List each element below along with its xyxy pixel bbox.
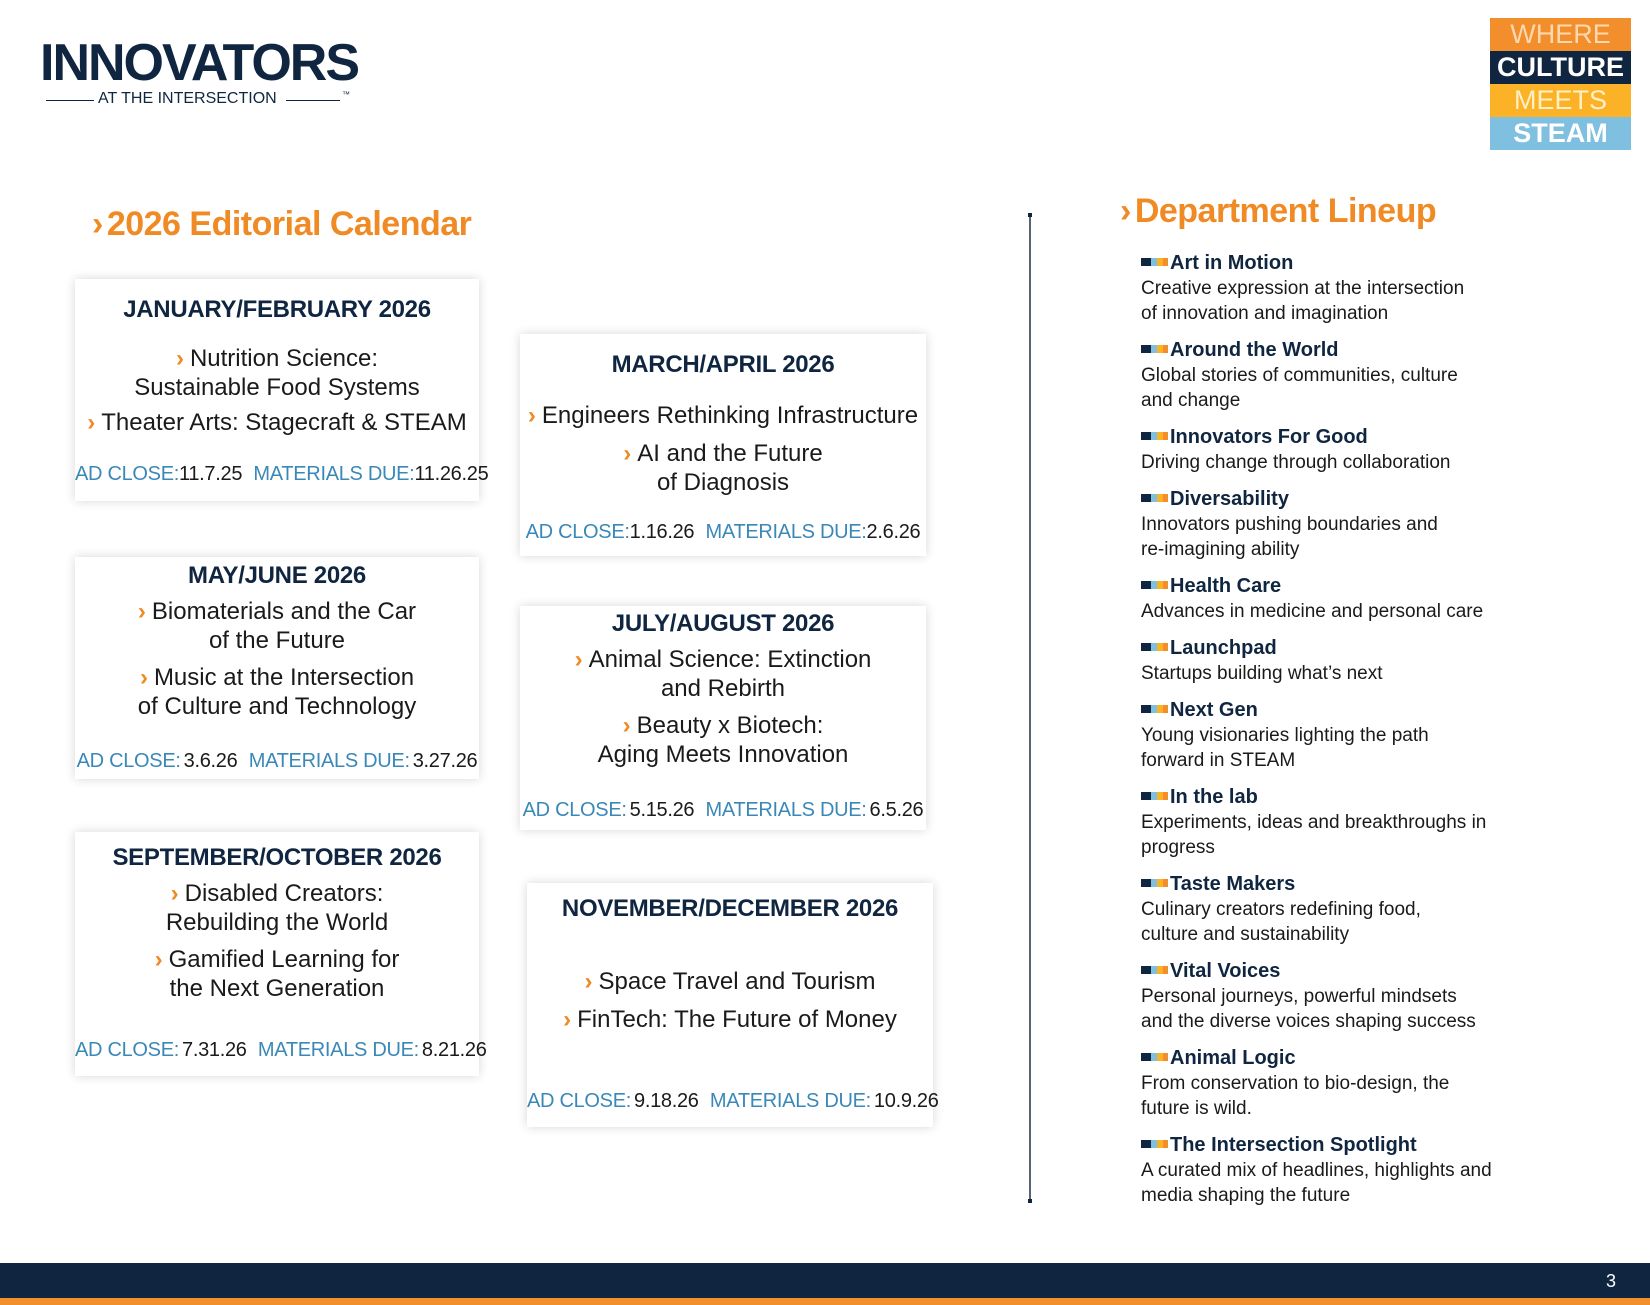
chevron-right-icon: › bbox=[527, 402, 536, 429]
chevron-right-icon: › bbox=[137, 598, 146, 625]
ad-close-date: 3.6.26 bbox=[183, 750, 238, 772]
color-bars-icon bbox=[1141, 643, 1168, 651]
department-item bbox=[1141, 784, 1521, 860]
issue-deadlines bbox=[75, 750, 479, 773]
department-description: Experiments, ideas and breakthroughs in bbox=[1141, 812, 1487, 833]
materials-due-label: MATERIALS DUE: bbox=[705, 799, 867, 821]
chevron-right-icon: › bbox=[175, 345, 184, 372]
badge-culture: CULTURE bbox=[1490, 51, 1631, 84]
ad-close-date: 11.7.25 bbox=[179, 463, 243, 485]
materials-due-label: MATERIALS DUE: bbox=[253, 463, 415, 485]
department-name: In the lab bbox=[1170, 786, 1258, 808]
logo bbox=[40, 34, 360, 110]
issue-card-jul-aug bbox=[520, 606, 926, 830]
topic: › Biomaterials and the Car bbox=[137, 598, 417, 625]
department-item bbox=[1141, 1045, 1521, 1121]
issue-deadlines bbox=[520, 799, 926, 822]
department-list bbox=[1141, 250, 1521, 1219]
logo-wordmark: INNOVATORS bbox=[40, 34, 359, 92]
badge-meets: MEETS bbox=[1490, 84, 1631, 117]
materials-due-date: 11.26.25 bbox=[414, 463, 489, 485]
department-description: Creative expression at the intersection bbox=[1141, 278, 1465, 299]
department-description-continued: media shaping the future bbox=[1141, 1185, 1351, 1206]
topic: › Space Travel and Tourism bbox=[584, 968, 876, 995]
department-description: Young visionaries lighting the path bbox=[1141, 725, 1429, 746]
topic-continued: and Rebirth bbox=[660, 675, 786, 702]
color-bars-icon bbox=[1141, 432, 1168, 440]
ad-close-date: 5.15.26 bbox=[629, 799, 695, 821]
materials-due-label: MATERIALS DUE: bbox=[709, 1090, 871, 1112]
materials-due-date: 3.27.26 bbox=[412, 750, 478, 772]
topic: › Gamified Learning for bbox=[154, 946, 400, 973]
color-bars-icon bbox=[1141, 966, 1168, 974]
issue-topics bbox=[75, 597, 479, 721]
issue-deadlines bbox=[75, 1039, 487, 1062]
color-bars-icon bbox=[1141, 1053, 1168, 1061]
topic-continued: of the Future bbox=[208, 627, 346, 654]
materials-due-label: MATERIALS DUE: bbox=[248, 750, 410, 772]
issue-topics bbox=[75, 879, 479, 1003]
topic-continued: the Next Generation bbox=[169, 975, 385, 1002]
department-description-continued: progress bbox=[1141, 837, 1215, 858]
department-item bbox=[1141, 635, 1521, 686]
department-item bbox=[1141, 250, 1521, 326]
department-description-continued: of innovation and imagination bbox=[1141, 303, 1389, 324]
materials-due-date: 6.5.26 bbox=[869, 799, 924, 821]
color-bars-icon bbox=[1141, 494, 1168, 502]
department-name: Animal Logic bbox=[1170, 1047, 1296, 1069]
department-description: Advances in medicine and personal care bbox=[1141, 601, 1484, 622]
topic: › Disabled Creators: bbox=[170, 880, 384, 907]
issue-card-jan-feb bbox=[75, 279, 489, 501]
materials-due-date: 2.6.26 bbox=[866, 521, 921, 543]
editorial-calendar-title: 2026 Editorial Calendar bbox=[106, 205, 472, 243]
logo-rule-right bbox=[286, 100, 340, 101]
issue-title: SEPTEMBER/OCTOBER 2026 bbox=[112, 844, 442, 871]
materials-due-label: MATERIALS DUE: bbox=[705, 521, 867, 543]
issue-card-sep-oct bbox=[75, 832, 487, 1076]
chevron-right-icon: › bbox=[170, 880, 179, 907]
logo-trademark: ™ bbox=[342, 90, 350, 99]
issue-topics bbox=[520, 645, 926, 769]
topic: › Animal Science: Extinction bbox=[574, 646, 872, 673]
badge-steam: STEAM bbox=[1490, 117, 1631, 150]
issue-topics bbox=[520, 401, 926, 497]
department-description: A curated mix of headlines, highlights and bbox=[1141, 1160, 1492, 1181]
department-description: Startups building what’s next bbox=[1141, 663, 1383, 684]
color-bars-icon bbox=[1141, 258, 1168, 266]
ad-close-date: 1.16.26 bbox=[629, 521, 695, 543]
color-bars-icon bbox=[1141, 345, 1168, 353]
department-name: Next Gen bbox=[1170, 699, 1258, 721]
department-name: The Intersection Spotlight bbox=[1170, 1134, 1417, 1156]
issue-title: MAY/JUNE 2026 bbox=[188, 562, 366, 589]
issue-deadlines bbox=[75, 463, 489, 486]
topic: › Beauty x Biotech: bbox=[622, 712, 824, 739]
chevron-right-icon: › bbox=[139, 664, 148, 691]
department-name: Innovators For Good bbox=[1170, 426, 1368, 448]
department-description: Driving change through collaboration bbox=[1141, 452, 1451, 473]
ad-close-date: 7.31.26 bbox=[182, 1039, 247, 1061]
department-name: Taste Makers bbox=[1170, 873, 1296, 895]
materials-due-label: MATERIALS DUE: bbox=[257, 1039, 419, 1061]
department-item bbox=[1141, 871, 1521, 947]
issue-topics bbox=[527, 967, 933, 1034]
department-description-continued: forward in STEAM bbox=[1141, 750, 1296, 771]
department-description: Global stories of communities, culture bbox=[1141, 365, 1458, 386]
ad-close-label: AD CLOSE: bbox=[75, 463, 179, 485]
editorial-calendar-heading bbox=[92, 205, 471, 244]
issue-card-nov-dec bbox=[527, 883, 939, 1127]
topic-continued: Aging Meets Innovation bbox=[597, 741, 849, 768]
department-description: Personal journeys, powerful mindsets bbox=[1141, 986, 1457, 1007]
department-item bbox=[1141, 697, 1521, 773]
culture-steam-badge bbox=[1490, 18, 1631, 150]
materials-due-date: 10.9.26 bbox=[873, 1090, 939, 1112]
department-item bbox=[1141, 1132, 1521, 1208]
chevron-right-icon: › bbox=[623, 440, 632, 467]
topic: › Theater Arts: Stagecraft & STEAM bbox=[87, 409, 467, 436]
department-description: Innovators pushing boundaries and bbox=[1141, 514, 1438, 535]
ad-close-label: AD CLOSE: bbox=[527, 1090, 631, 1112]
department-item bbox=[1141, 424, 1521, 475]
department-name: Health Care bbox=[1170, 575, 1282, 597]
department-description-continued: and the diverse voices shaping success bbox=[1141, 1011, 1476, 1032]
department-description: Culinary creators redefining food, bbox=[1141, 899, 1421, 920]
department-description-continued: and change bbox=[1141, 390, 1241, 411]
footer-accent-stripe bbox=[0, 1298, 1650, 1305]
ad-close-date: 9.18.26 bbox=[634, 1090, 699, 1112]
color-bars-icon bbox=[1141, 581, 1168, 589]
topic-continued: Rebuilding the World bbox=[165, 909, 389, 936]
chevron-right-icon: › bbox=[584, 968, 593, 995]
department-item bbox=[1141, 337, 1521, 413]
issue-title: NOVEMBER/DECEMBER 2026 bbox=[561, 895, 899, 922]
department-description-continued: future is wild. bbox=[1141, 1098, 1252, 1119]
chevron-right-icon: › bbox=[622, 712, 631, 739]
department-name: Around the World bbox=[1170, 339, 1339, 361]
column-divider bbox=[1029, 213, 1031, 1203]
logo-tagline bbox=[40, 90, 360, 110]
topic: › Nutrition Science: bbox=[175, 345, 379, 372]
logo-tagline-text: AT THE INTERSECTION bbox=[98, 90, 277, 107]
issue-card-mar-apr bbox=[520, 334, 926, 556]
chevron-right-icon: › bbox=[87, 409, 96, 436]
topic-continued: of Culture and Technology bbox=[137, 693, 417, 720]
topic: › FinTech: The Future of Money bbox=[563, 1006, 897, 1033]
topic: › AI and the Future bbox=[623, 440, 823, 467]
department-name: Launchpad bbox=[1170, 637, 1277, 659]
department-description-continued: re-imagining ability bbox=[1141, 539, 1300, 560]
chevron-right-icon: › bbox=[563, 1006, 572, 1033]
ad-close-label: AD CLOSE: bbox=[75, 1039, 179, 1061]
issue-deadlines bbox=[520, 521, 926, 544]
page-number: 3 bbox=[1605, 1271, 1616, 1291]
materials-due-date: 8.21.26 bbox=[421, 1039, 487, 1061]
department-name: Diversability bbox=[1170, 488, 1289, 510]
issue-deadlines bbox=[527, 1090, 939, 1113]
chevron-right-icon: › bbox=[574, 646, 583, 673]
chevron-right-icon: › bbox=[154, 946, 163, 973]
chevron-right-icon: › bbox=[1120, 192, 1131, 230]
issue-title: JANUARY/FEBRUARY 2026 bbox=[123, 296, 431, 323]
topic-continued: of Diagnosis bbox=[656, 469, 790, 496]
footer-bar bbox=[0, 1263, 1650, 1298]
badge-where: WHERE bbox=[1490, 18, 1631, 51]
department-description: From conservation to bio-design, the bbox=[1141, 1073, 1450, 1094]
color-bars-icon bbox=[1141, 1140, 1168, 1148]
ad-close-label: AD CLOSE: bbox=[522, 799, 627, 821]
department-description-continued: culture and sustainability bbox=[1141, 924, 1350, 945]
color-bars-icon bbox=[1141, 792, 1168, 800]
department-name: Vital Voices bbox=[1170, 960, 1281, 982]
department-name: Art in Motion bbox=[1170, 252, 1294, 274]
logo-rule-left bbox=[46, 100, 94, 101]
topic-continued: Sustainable Food Systems bbox=[134, 374, 420, 401]
department-item bbox=[1141, 486, 1521, 562]
chevron-right-icon: › bbox=[92, 205, 103, 243]
department-lineup-heading bbox=[1120, 192, 1436, 231]
department-lineup-title: Department Lineup bbox=[1134, 192, 1437, 230]
ad-close-label: AD CLOSE: bbox=[525, 521, 630, 543]
issue-title: JULY/AUGUST 2026 bbox=[611, 610, 835, 637]
ad-close-label: AD CLOSE: bbox=[76, 750, 181, 772]
color-bars-icon bbox=[1141, 705, 1168, 713]
color-bars-icon bbox=[1141, 879, 1168, 887]
issue-card-may-jun bbox=[75, 557, 479, 779]
issue-title: MARCH/APRIL 2026 bbox=[611, 351, 835, 378]
department-item bbox=[1141, 573, 1521, 624]
topic: › Music at the Intersection bbox=[139, 664, 415, 691]
department-item bbox=[1141, 958, 1521, 1034]
issue-topics bbox=[75, 344, 479, 437]
topic: › Engineers Rethinking Infrastructure bbox=[527, 402, 919, 429]
